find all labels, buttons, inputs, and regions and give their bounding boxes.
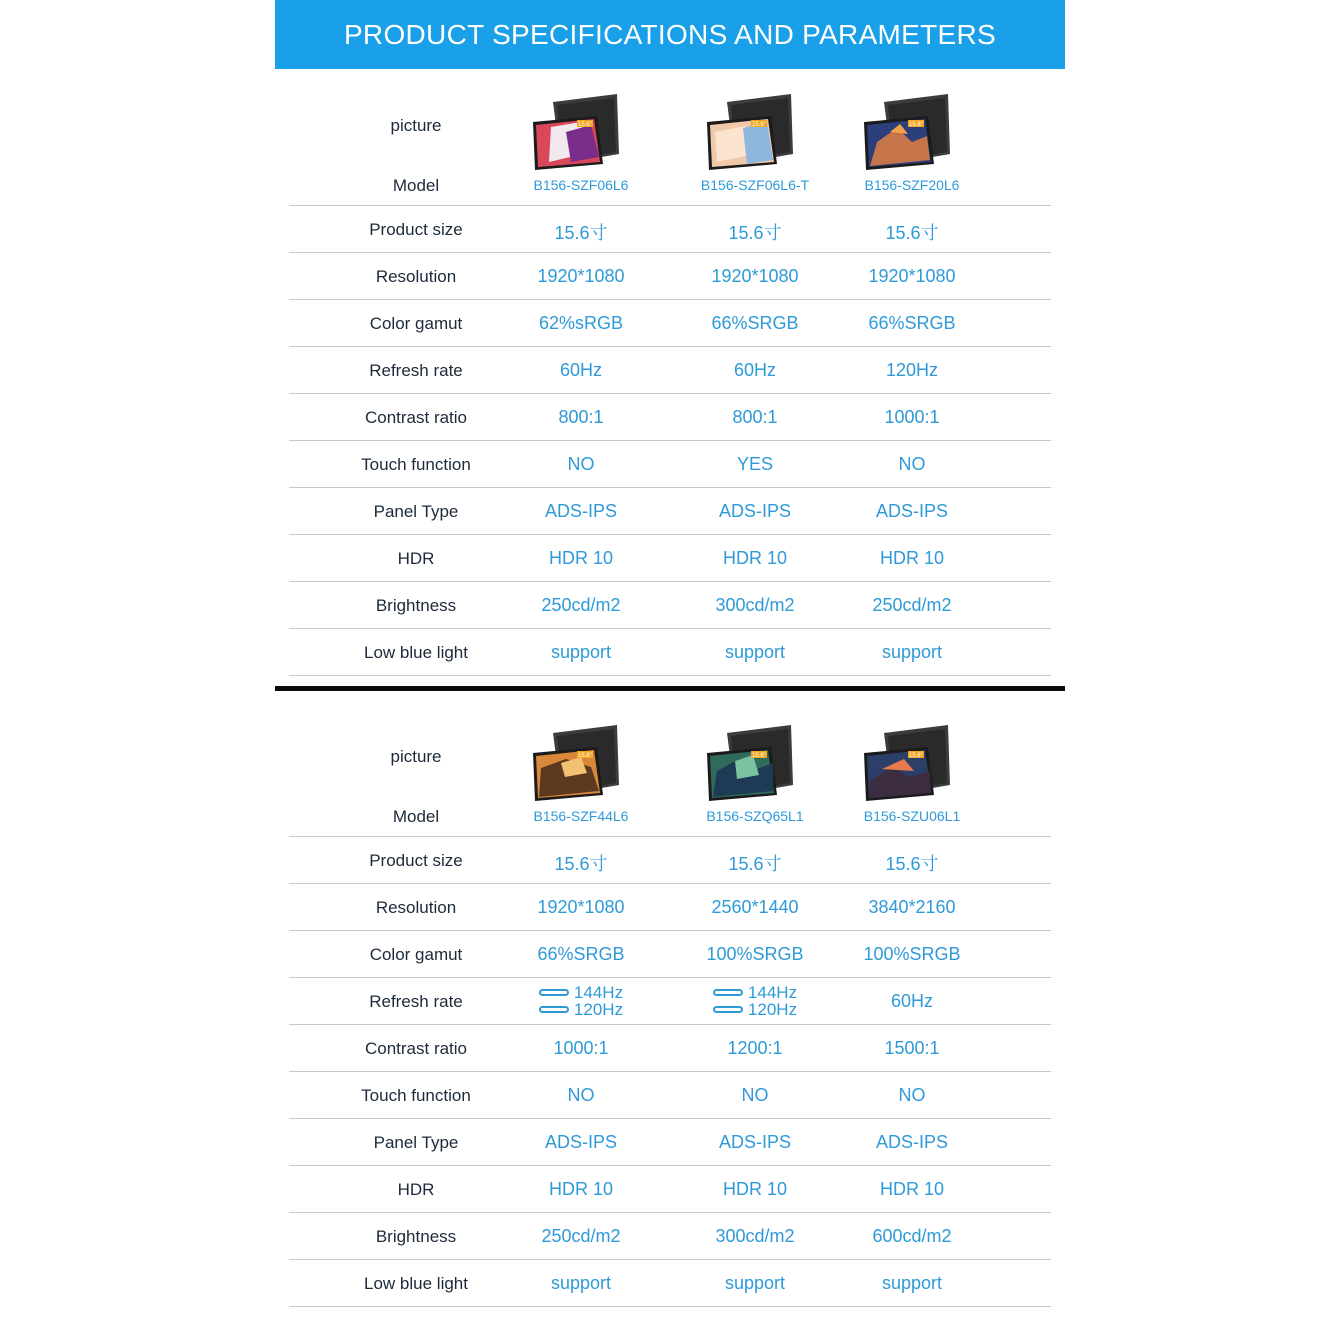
screen-badge: 15.6" [752, 753, 766, 759]
screen-badge: 15.6" [909, 122, 923, 128]
screen-badge: 15.6" [752, 122, 766, 128]
spec-row-low-blue-light [289, 629, 1051, 676]
row-label-model: Model [392, 807, 440, 826]
row-label: Panel Type [373, 502, 459, 521]
spec-value: NO [567, 454, 595, 474]
spec-row-color-gamut [289, 300, 1051, 347]
spec-value: 144Hz [747, 983, 798, 1002]
row-label: Refresh rate [369, 992, 463, 1011]
model-name: B156-SZQ65L1 [706, 808, 804, 824]
spec-value: support [724, 1273, 786, 1293]
model-name: B156-SZF06L6-T [700, 177, 810, 193]
spec-row-panel-type [289, 1119, 1051, 1166]
spec-value: 15.6寸 [728, 223, 782, 243]
screen-badge: 15.6" [578, 753, 592, 759]
spec-value: ADS-IPS [544, 1132, 618, 1152]
spec-value: YES [736, 454, 774, 474]
spec-value: 66%SRGB [537, 944, 625, 964]
spec-row-brightness [289, 582, 1051, 629]
spec-value: 300cd/m2 [715, 595, 795, 615]
spec-value: 800:1 [732, 407, 778, 427]
row-label: Contrast ratio [364, 1039, 468, 1058]
spec-value: 60Hz [733, 360, 777, 380]
refresh-rate-line [539, 984, 623, 1001]
spec-value: 1920*1080 [711, 266, 799, 286]
spec-value: support [724, 642, 786, 662]
row-label-picture: picture [390, 116, 442, 135]
spec-value: 60Hz [890, 991, 934, 1011]
refresh-rate-line [713, 1001, 797, 1018]
monitor-image [852, 92, 972, 172]
spec-value: HDR 10 [548, 1179, 614, 1199]
spec-value: ADS-IPS [718, 501, 792, 521]
spec-row-panel-type [289, 488, 1051, 535]
spec-value: 800:1 [558, 407, 604, 427]
spec-value: NO [741, 1085, 769, 1105]
spec-row-product-size [289, 837, 1051, 884]
spec-value: 66%SRGB [868, 313, 956, 333]
row-label: Panel Type [373, 1133, 459, 1152]
spec-value: ADS-IPS [875, 1132, 949, 1152]
page-title: PRODUCT SPECIFICATIONS AND PARAMETERS [275, 0, 1065, 69]
row-label: Low blue light [364, 1274, 468, 1293]
screen-badge: 15.6" [578, 122, 592, 128]
spec-value: 250cd/m2 [872, 595, 952, 615]
row-label: Brightness [375, 1227, 457, 1246]
refresh-rate-dual [665, 984, 845, 1018]
model-name: B156-SZF20L6 [864, 177, 960, 193]
row-label: HDR [397, 549, 435, 568]
spec-value: 1000:1 [553, 1038, 609, 1058]
spec-value: support [881, 642, 943, 662]
spec-row-contrast-ratio [289, 1025, 1051, 1072]
spec-value: 60Hz [559, 360, 603, 380]
spec-row-hdr [289, 535, 1051, 582]
row-label: Contrast ratio [364, 408, 468, 427]
spec-table-2 [289, 719, 1051, 1307]
spec-value: 1000:1 [884, 407, 940, 427]
refresh-rate-line [539, 1001, 623, 1018]
picture-model-row [289, 719, 1051, 837]
spec-row-resolution [289, 884, 1051, 931]
spec-value: HDR 10 [879, 548, 945, 568]
row-label-picture: picture [390, 747, 442, 766]
usb-c-port-icon [539, 989, 569, 996]
spec-row-refresh-rate [289, 347, 1051, 394]
spec-value: 15.6寸 [554, 223, 608, 243]
row-label: Touch function [361, 1086, 471, 1105]
row-label: Product size [369, 851, 463, 870]
refresh-rate-line [713, 984, 797, 1001]
spec-value: 15.6寸 [885, 223, 939, 243]
spec-value: 15.6寸 [554, 854, 608, 874]
monitor-image [695, 723, 815, 803]
spec-row-touch-function [289, 441, 1051, 488]
spec-row-hdr [289, 1166, 1051, 1213]
row-label: Color gamut [369, 945, 463, 964]
spec-value: 1200:1 [727, 1038, 783, 1058]
spec-value: 15.6寸 [728, 854, 782, 874]
row-label: Resolution [375, 898, 457, 917]
row-label: Touch function [361, 455, 471, 474]
spec-value: 300cd/m2 [715, 1226, 795, 1246]
spec-value: 1920*1080 [537, 897, 625, 917]
spec-value: 120Hz [573, 1000, 624, 1019]
spec-value: 2560*1440 [711, 897, 799, 917]
usb-c-port-icon [539, 1006, 569, 1013]
spec-value: HDR 10 [548, 548, 614, 568]
row-label-model: Model [392, 176, 440, 195]
model-name: B156-SZF44L6 [533, 808, 629, 824]
spec-value: 15.6寸 [885, 854, 939, 874]
spec-value: ADS-IPS [544, 501, 618, 521]
spec-value: 250cd/m2 [541, 1226, 621, 1246]
spec-value: support [881, 1273, 943, 1293]
spec-row-touch-function [289, 1072, 1051, 1119]
spec-value: 100%SRGB [863, 944, 961, 964]
spec-value: 120Hz [885, 360, 939, 380]
monitor-image [695, 92, 815, 172]
spec-value: 600cd/m2 [872, 1226, 952, 1246]
row-label: HDR [397, 1180, 435, 1199]
spec-value: 62%sRGB [538, 313, 624, 333]
monitor-image [852, 723, 972, 803]
row-label: Product size [369, 220, 463, 239]
spec-row-contrast-ratio [289, 394, 1051, 441]
row-label: Brightness [375, 596, 457, 615]
spec-value: 1920*1080 [868, 266, 956, 286]
spec-value: 144Hz [573, 983, 624, 1002]
spec-value: NO [898, 1085, 926, 1105]
spec-value: 100%SRGB [706, 944, 804, 964]
model-name: B156-SZF06L6 [533, 177, 629, 193]
screen-badge: 15.6" [909, 753, 923, 759]
spec-value: NO [898, 454, 926, 474]
spec-value: support [550, 642, 612, 662]
spec-value: 3840*2160 [868, 897, 956, 917]
usb-c-port-icon [713, 989, 743, 996]
spec-value: HDR 10 [722, 1179, 788, 1199]
section-divider [275, 686, 1065, 691]
spec-row-color-gamut [289, 931, 1051, 978]
refresh-rate-dual [491, 984, 671, 1018]
monitor-image [521, 92, 641, 172]
spec-value: ADS-IPS [875, 501, 949, 521]
spec-value: ADS-IPS [718, 1132, 792, 1152]
spec-value: 250cd/m2 [541, 595, 621, 615]
spec-value: NO [567, 1085, 595, 1105]
row-label: Resolution [375, 267, 457, 286]
spec-value: 1920*1080 [537, 266, 625, 286]
spec-value: HDR 10 [722, 548, 788, 568]
spec-row-low-blue-light [289, 1260, 1051, 1307]
monitor-image [521, 723, 641, 803]
spec-row-refresh-rate [289, 978, 1051, 1025]
spec-row-brightness [289, 1213, 1051, 1260]
row-label: Color gamut [369, 314, 463, 333]
spec-row-product-size [289, 206, 1051, 253]
row-label: Low blue light [364, 643, 468, 662]
picture-model-row [289, 88, 1051, 206]
spec-table-1 [289, 88, 1051, 676]
spec-value: 1500:1 [884, 1038, 940, 1058]
usb-c-port-icon [713, 1006, 743, 1013]
spec-value: support [550, 1273, 612, 1293]
row-label: Refresh rate [369, 361, 463, 380]
spec-value: 66%SRGB [711, 313, 799, 333]
spec-value: 120Hz [747, 1000, 798, 1019]
spec-value: HDR 10 [879, 1179, 945, 1199]
model-name: B156-SZU06L1 [863, 808, 961, 824]
spec-row-resolution [289, 253, 1051, 300]
